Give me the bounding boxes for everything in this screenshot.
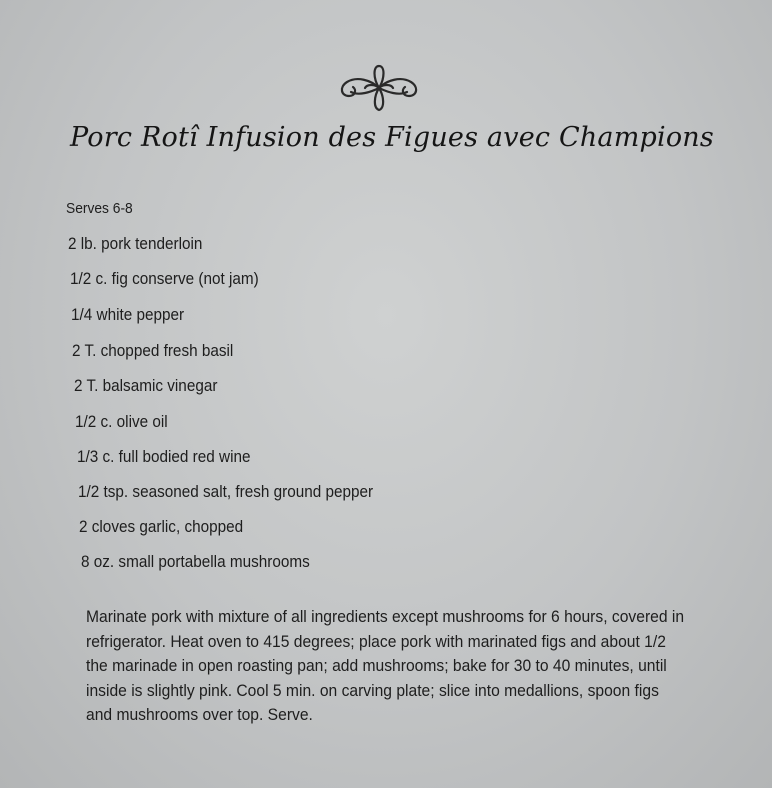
ingredient-item: 1/3 c. full bodied red wine (77, 447, 251, 466)
ingredient-item: 8 oz. small portabella mushrooms (81, 552, 310, 571)
serves-text: Serves 6-8 (66, 200, 133, 217)
ingredient-item: 2 lb. pork tenderloin (68, 234, 203, 253)
ingredient-item: 2 T. chopped fresh basil (72, 341, 234, 360)
ingredient-item: 1/2 c. fig conserve (not jam) (70, 269, 259, 288)
ingredient-item: 1/4 white pepper (71, 305, 185, 324)
ingredient-item: 1/2 tsp. seasoned salt, fresh ground pepper (78, 482, 374, 501)
directions-paragraph: Marinate pork with mixture of all ingredients except mushrooms for 6 hours, covered in refrigerator. Heat oven to 415 degrees; place pork with marinated figs and about 1/2 the marinade in open roasting pan; add mushrooms; bake for 30 to 40 minutes, until inside is slightly pink. Cool 5 min. on carving plate; slice into medallions, spoon figs and mushrooms over top. Serve. (86, 607, 685, 724)
ingredient-item: 1/2 c. olive oil (75, 412, 168, 431)
ingredient-item: 2 cloves garlic, chopped (79, 517, 244, 536)
flourish-ornament-icon (333, 62, 425, 114)
recipe-title: Porc Rotî Infusion des Figues avec Champions (70, 122, 714, 153)
ingredient-item: 2 T. balsamic vinegar (74, 376, 218, 395)
